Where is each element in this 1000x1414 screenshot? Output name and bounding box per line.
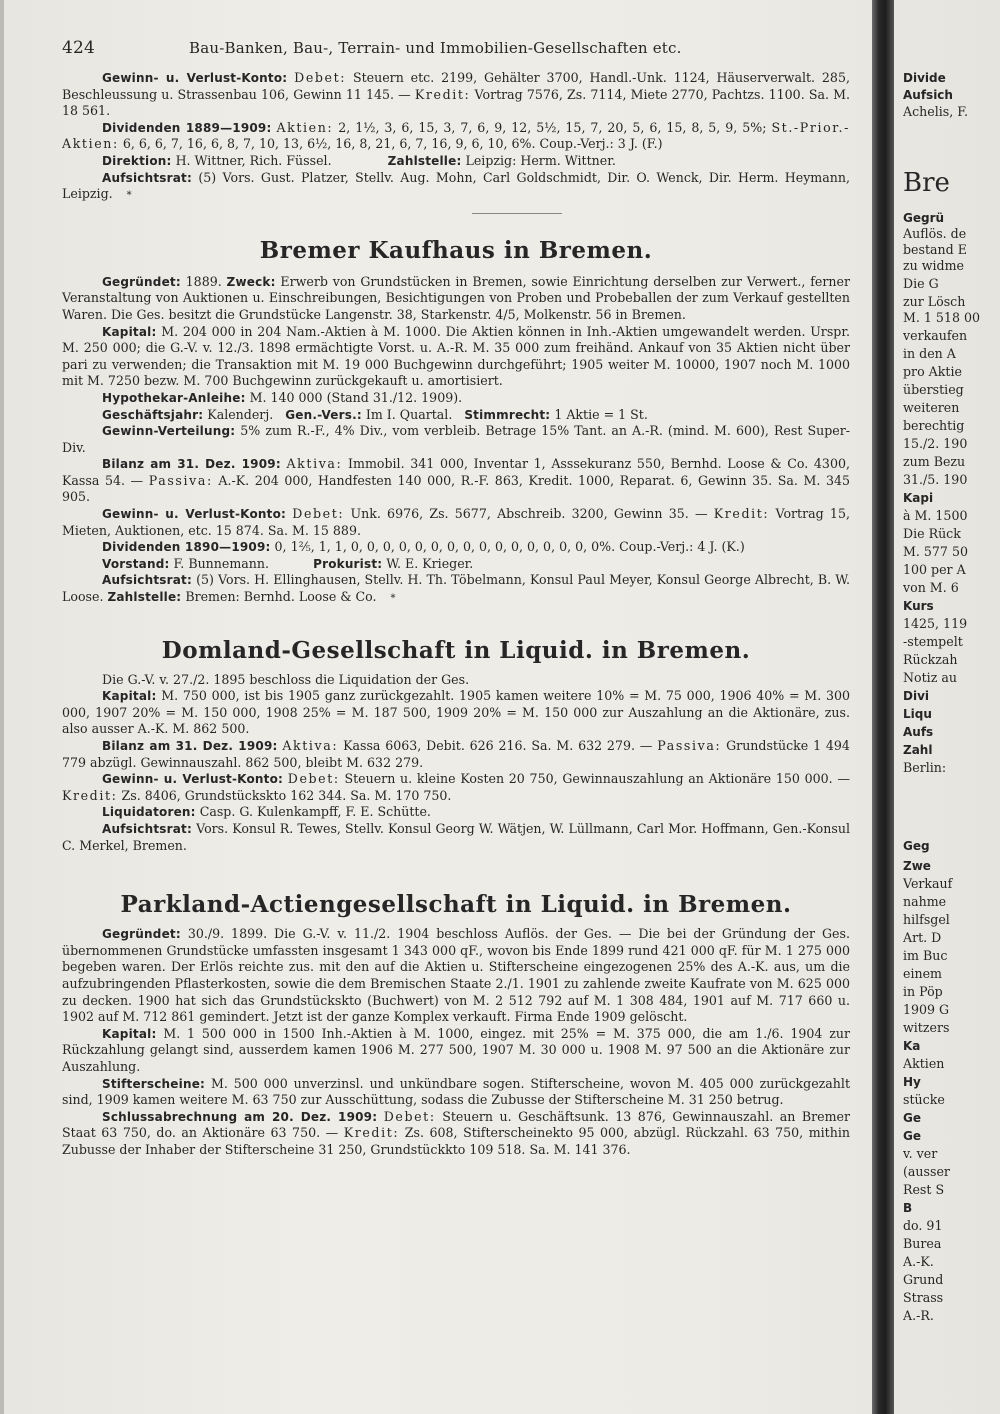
- fragment-line: verkaufen: [903, 328, 968, 343]
- vorstand-label: Vorstand:: [102, 556, 170, 571]
- fragment-line: Die Rück: [903, 526, 961, 541]
- prev-guv-paragraph: [62, 70, 850, 120]
- fragment-line: Aufsich: [903, 88, 953, 102]
- kredit-text: Vortrag 15, Mieten, Auktionen, etc. 15 874. Sa. M. 15 889.: [62, 506, 850, 538]
- fragment-line: Burea: [903, 1236, 942, 1251]
- guv-kredit-text: Vortrag 7576, Zs. 7114, Miete 2770, Pachtzs. 1100. Sa. M. 18 561.: [62, 86, 850, 119]
- fragment-line: Liqu: [903, 707, 932, 721]
- kapital-label: Kapital:: [102, 1026, 157, 1041]
- page-header: [62, 38, 852, 60]
- main-column: [62, 70, 850, 1158]
- fragment-line: Verkauf: [903, 876, 953, 891]
- company-title: Domland-Gesellschaft in Liquid. in Bremen.: [161, 636, 751, 664]
- fragment-line: stücke: [903, 1092, 945, 1107]
- kapital-paragraph: [62, 1026, 850, 1076]
- bilanz-label: Bilanz am 31. Dez. 1909:: [102, 739, 278, 753]
- liquidatoren-label: Liquidatoren:: [102, 805, 196, 820]
- fragment-line: (ausser: [903, 1164, 950, 1179]
- fragment-line: zum Bezu: [903, 454, 966, 469]
- fragment-line: Zwe: [903, 859, 931, 873]
- gegruendet-text: 1889.: [185, 273, 222, 289]
- fragment-line: Geg: [903, 839, 930, 853]
- fragment-line: Die G: [903, 276, 939, 291]
- guv-paragraph: [62, 771, 850, 804]
- section-divider: [472, 213, 562, 214]
- fragment-title: Bre: [903, 168, 950, 198]
- fragment-line: zu widme: [903, 258, 965, 273]
- running-title: Bau-Banken, Bau-, Terrain- und Immobilien-Gesellschaften etc.: [189, 39, 682, 57]
- page-edge: [0, 0, 4, 1414]
- hypothekar-text: M. 140 000 (Stand 31./12. 1909).: [249, 389, 463, 405]
- company-title: Bremer Kaufhaus in Bremen.: [259, 236, 653, 264]
- fragment-line: Art. D: [903, 930, 942, 945]
- bremer-entry: [62, 236, 850, 608]
- dividenden-text: 0, 1⅖, 1, 1, 0, 0, 0, 0, 0, 0, 0, 0, 0, 0, 0, 0, 0, 0, 0, 0%. Coup.-Verj.: 4 J. (K.): [274, 539, 745, 555]
- fragment-line: hilfsgel: [903, 912, 950, 927]
- guv-label: Gewinn- u. Verlust-Konto:: [102, 507, 287, 522]
- aktiva-text: Kassa 6063, Debit. 626 216. Sa. M. 632 279. —: [343, 738, 653, 753]
- passiva-word: Passiva:: [657, 738, 722, 753]
- fragment-line: Aktien: [903, 1056, 945, 1071]
- fragment-line: v. ver: [903, 1146, 938, 1161]
- page-number: 424: [62, 38, 96, 58]
- stifterscheine-label: Stifterscheine:: [102, 1076, 206, 1091]
- aufsichtsrat-text: (5) Vors. H. Ellinghausen, Stellv. H. Th. Töbelmann, Konsul Paul Meyer, Konsul George Albrecht, B. W. Loose.: [62, 572, 850, 605]
- prev-direktion-paragraph: [62, 153, 850, 170]
- fragment-line: Achelis, F.: [903, 104, 969, 119]
- guv-paragraph: [62, 506, 850, 539]
- fragment-line: Ge: [903, 1129, 921, 1143]
- intro-paragraph: Die G.-V. v. 27./2. 1895 beschloss die Liquidation der Ges.: [102, 671, 470, 687]
- zweck-label: Zweck:: [226, 274, 276, 289]
- bilanz-label: Bilanz am 31. Dez. 1909:: [102, 457, 281, 472]
- fragment-line: Ka: [903, 1039, 921, 1053]
- entry-end-star: *: [126, 190, 132, 202]
- gewinnverteilung-label: Gewinn-Verteilung:: [102, 424, 236, 439]
- domland-entry: [62, 636, 850, 855]
- fragment-line: Gegrü: [903, 211, 945, 225]
- zahlstelle-text: Bremen: Bernhd. Loose & Co.: [185, 589, 377, 605]
- gegruendet-text: 30./9. 1899. Die G.-V. v. 11./2. 1904 beschloss Auflös. der Ges. — Die bei der Gründung der Ges. übernommenen Grundstücke umfassten insgesamt 1 343 000 qF., wovon bis Ende 1899 rund 421 000 qF. für M. 1 275 000 begeben waren. Der Erlös reichte zus. mit den auf die Aktien u. Stifterscheine eingezogenen 25% des A.-K. aus, um die aufzubringenden Pflasterkosten, sowie die dem Bremischen Staate 2./1. 1901 zu zahlende zweite Kaufrate von M. 625 000 zu decken. 1900 hat sich das Grundstückskto (Buchwert) von M. 2 512 792 auf M. 1 308 484, 1901 auf M. 717 660 u. 1902 auf M. 712 861 gemindert. Jetzt ist der ganze Komplex verkauft. Firma Ende 1909 gelöscht.: [62, 926, 850, 1025]
- passiva-text: A.-K. 204 000, Handfesten 140 000, R.-F. 863, Kredit. 1000, Reparat. 6, Gewinn 35. Sa. M. 345 905.: [62, 472, 850, 505]
- fragment-line: Rest S: [903, 1182, 945, 1197]
- kapital-paragraph: [62, 324, 850, 390]
- kapital-text: M. 204 000 in 204 Nam.-Aktien à M. 1000. Die Aktien können in Inh.-Aktien umgewandelt werden. Urspr. M. 250 000; die G.-V. v. 12./3. 1898 ermächtigte Vorst. u. A.-R. M. 35 000 zum freihänd. Ankauf von 35 Aktien nicht über pari zu verwenden; die Transaktion mit M. 19 000 Buchgewinn durchgeführt; 1905 weiter M. 10000, 1907 noch M. 1000 mit M. 7250 bezw. M. 700 Buchgewinn zurückgekauft u. amortisiert.: [62, 323, 850, 389]
- fragment-line: 15./2. 190: [903, 436, 968, 451]
- fragment-line: Berlin:: [903, 760, 947, 775]
- liquidatoren-text: Casp. G. Kulenkampff, F. E. Schütte.: [199, 804, 431, 820]
- fragment-line: Auflös. de: [903, 226, 967, 241]
- parkland-entry: [62, 890, 850, 1158]
- fragment-line: Grund: [903, 1272, 944, 1287]
- kredit-text: Zs. 608, Stifterscheinekto 95 000, abzügl. Rückzahl. 63 750, mithin Zubusse der Inhaber der Stifterscheine 31 250, Grundstückkto 109 518. Sa. M. 141 376.: [62, 1125, 850, 1157]
- fragment-line: Zahl: [903, 743, 933, 757]
- book-gutter: [872, 0, 894, 1414]
- guv-label: Gewinn- u. Verlust-Konto:: [102, 71, 288, 85]
- fragment-line: 31./5. 190: [903, 472, 968, 487]
- hypothekar-paragraph: [62, 390, 850, 407]
- fragment-line: einem: [903, 966, 942, 981]
- fragment-line: 1909 G: [903, 1002, 950, 1017]
- debet-word: Debet:: [294, 70, 347, 85]
- fragment-line: überstieg: [903, 382, 964, 397]
- aufsichtsrat-paragraph: [62, 572, 850, 607]
- fragment-line: im Buc: [903, 948, 948, 963]
- aufsichtsrat-label: Aufsichtsrat:: [102, 821, 192, 836]
- gewinnverteilung-text: 5% zum R.-F., 4% Div., vom verbleib. Betrage 15% Tant. an A.-R. (mind. M. 600), Rest Super-Div.: [62, 423, 850, 455]
- prokurist-text: W. E. Krieger.: [386, 555, 474, 571]
- prev-dividenden-paragraph: [62, 120, 850, 153]
- passiva-text: Grundstücke 1 494 779 abzügl. Gewinnauszahl. 862 500, bleibt M. 632 279.: [62, 738, 850, 770]
- fragment-line: Ge: [903, 1111, 921, 1125]
- fragment-line: weiteren: [903, 400, 960, 415]
- fragment-line: B: [903, 1201, 913, 1215]
- gegruendet-label: Gegründet:: [102, 274, 181, 289]
- fragment-line: Kapi: [903, 491, 934, 505]
- dividenden-aktien: 2, 1½, 3, 6, 15, 3, 7, 6, 9, 12, 5½, 15, 7, 20, 5, 6, 15, 8, 5, 9, 5%;: [338, 119, 767, 135]
- vorstand-text: F. Bunnemann.: [173, 555, 270, 571]
- schlussabrechnung-label: Schlussabrechnung am 20. Dez. 1909:: [102, 1109, 378, 1124]
- direktion-label: Direktion:: [102, 153, 172, 168]
- fragment-line: Notiz au: [903, 670, 957, 685]
- liquidatoren-paragraph: [62, 804, 850, 821]
- fragment-line: A.-K.: [903, 1254, 934, 1269]
- aufsichtsrat-label: Aufsichtsrat:: [102, 170, 192, 185]
- fragment-line: pro Aktie: [903, 364, 962, 379]
- fragment-line: A.-R.: [903, 1308, 934, 1323]
- bilanz-paragraph: [62, 456, 850, 506]
- gegruendet-paragraph: [62, 926, 850, 1026]
- fragment-line: in Pöp: [903, 984, 943, 999]
- stimmrecht-label: Stimmrecht:: [464, 407, 551, 422]
- kredit-word: Kredit:: [414, 86, 471, 102]
- fragment-line: zur Lösch: [903, 294, 966, 309]
- fragment-line: Strass: [903, 1290, 944, 1305]
- zahlstelle-label: Zahlstelle:: [387, 153, 462, 168]
- prev-entry: [62, 70, 850, 205]
- fragment-line: Divi: [903, 689, 930, 703]
- aktiva-text: Immobil. 341 000, Inventar 1, Asssekuranz 550, Bernhd. Loose & Co. 4300, Kassa 54. —: [62, 456, 850, 488]
- dividenden-prior: 6, 6, 6, 7, 16, 6, 8, 7, 10, 13, 6½, 16, 8, 21, 6, 7, 16, 9, 6, 10, 6%. Coup.-Verj.: 3 J. (F.): [122, 136, 663, 152]
- prior-word: St.-Prior.-Aktien:: [62, 119, 850, 152]
- entry-end-star: *: [390, 593, 396, 605]
- facing-page-fragment: [903, 0, 1000, 1414]
- stifterscheine-paragraph: [62, 1076, 850, 1109]
- aufsichtsrat-text: (5) Vors. Gust. Platzer, Stellv. Aug. Mohn, Carl Goldschmidt, Dir. O. Wenck, Dir. Herm. Heymann, Leipzig.: [62, 169, 850, 202]
- fragment-line: witzers: [903, 1020, 950, 1035]
- hypothekar-label: Hypothekar-Anleihe:: [102, 390, 246, 405]
- dividenden-label: Dividenden 1890—1909:: [102, 540, 271, 555]
- kredit-text: Zs. 8406, Grundstückskto 162 344. Sa. M. 170 750.: [121, 787, 452, 803]
- guv-label: Gewinn- u. Verlust-Konto:: [102, 772, 284, 787]
- debet-word: Debet:: [287, 771, 340, 787]
- fragment-line: à M. 1500: [903, 508, 968, 523]
- direktion-text: H. Wittner, Rich. Füssel.: [175, 152, 332, 168]
- kapital-text: M. 1 500 000 in 1500 Inh.-Aktien à M. 1000, eingez. mit 25% = M. 375 000, die am 1./6. 1904 zur Rückzahlung gelangt sind, ausserdem kamen 1906 M. 277 500, 1907 M. 30 000 u. 1908 M. 97 500 an die Aktionäre zur Auszahlung.: [62, 1025, 850, 1074]
- kapital-paragraph: [62, 688, 850, 738]
- dividenden-label: Dividenden 1889—1909:: [102, 120, 272, 135]
- kredit-word: Kredit:: [343, 1125, 400, 1141]
- schlussabrechnung-paragraph: [62, 1109, 850, 1159]
- aktiva-word: Aktiva:: [282, 738, 339, 753]
- aktien-word: Aktien:: [276, 119, 334, 135]
- bilanz-paragraph: [62, 738, 850, 771]
- stimmrecht-text: 1 Aktie = 1 St.: [554, 406, 648, 422]
- aufsichtsrat-label: Aufsichtsrat:: [102, 573, 192, 588]
- fragment-line: do. 91: [903, 1218, 943, 1233]
- kapital-text: M. 750 000, ist bis 1905 ganz zurückgezahlt. 1905 kamen weitere 10% = M. 75 000, 1906 40% = M. 300 000, 1907 20% = M. 150 000, 1908 25% = M. 187 500, 1909 20% = M. 150 000 zur Auszahlung an die Aktionäre, zus. also ausser A.-K. M. 862 500.: [62, 688, 850, 737]
- fragment-line: Kurs: [903, 599, 934, 613]
- gewinnverteilung-paragraph: [62, 423, 850, 456]
- fragment-line: 100 per A: [903, 562, 966, 577]
- kredit-word: Kredit:: [713, 506, 770, 522]
- vorstand-paragraph: [62, 556, 850, 573]
- fragment-line: in den A: [903, 346, 956, 361]
- fragment-line: nahme: [903, 894, 947, 909]
- geschaeftsjahr-text: Kalenderj.: [207, 406, 274, 422]
- gegruendet-label: Gegründet:: [102, 927, 181, 942]
- debet-text: Steuern u. kleine Kosten 20 750, Gewinnauszahlung an Aktionäre 150 000. —: [344, 771, 850, 787]
- passiva-word: Passiva:: [148, 472, 213, 488]
- prokurist-label: Prokurist:: [313, 556, 383, 571]
- debet-word: Debet:: [383, 1108, 436, 1124]
- fragment-line: M. 1 518 00: [903, 310, 980, 325]
- debet-word: Debet:: [292, 506, 345, 522]
- zahlstelle-text: Leipzig: Herm. Wittner.: [465, 152, 616, 168]
- stifterscheine-text: M. 500 000 unverzinsl. und unkündbare sogen. Stifterscheine, wovon M. 405 000 zurückgezahlt sind, 1909 kamen weitere M. 63 750 zur Ausschüttung, sodass die Zubusse der Stifterscheine M. 31 250 betrug.: [62, 1075, 851, 1108]
- fragment-line: 1425, 119: [903, 616, 968, 631]
- fragment-line: berechtig: [903, 418, 965, 433]
- kapital-label: Kapital:: [102, 324, 157, 339]
- debet-text: Steuern u. Geschäftsunk. 13 876, Gewinnauszahl. an Bremer Staat 63 750, do. an Aktionäre 63 750. —: [62, 1108, 850, 1141]
- kredit-word: Kredit:: [62, 787, 118, 803]
- debet-text: Unk. 6976, Zs. 5677, Abschreib. 3200, Gewinn 35. —: [350, 506, 708, 522]
- company-title: Parkland-Actiengesellschaft in Liquid. in Bremen.: [120, 891, 792, 919]
- prev-aufsichtsrat-paragraph: [62, 170, 850, 205]
- aktiva-word: Aktiva:: [286, 456, 343, 472]
- fragment-line: Divide: [903, 71, 946, 85]
- aufsichtsrat-paragraph: [62, 821, 850, 854]
- guv-debet-text: Steuern etc. 2199, Gehälter 3700, Handl.-Unk. 1124, Häuserverwalt. 285, Beschleussung u. Strassenbau 106, Gewinn 11 145. —: [62, 70, 850, 102]
- fragment-line: Rückzah: [903, 652, 958, 667]
- gen-vers-text: Im I. Quartal.: [365, 406, 453, 422]
- dividenden-paragraph: [62, 539, 850, 556]
- fragment-line: -stempelt: [903, 634, 963, 649]
- fragment-line: Aufs: [903, 725, 934, 739]
- geschaeftsjahr-paragraph: [62, 407, 850, 424]
- kapital-label: Kapital:: [102, 689, 157, 704]
- zweck-text: Erwerb von Grundstücken in Bremen, sowie Einrichtung derselben zur Verwert., ferner Veranstaltung von Auktionen u. Einschreibungen, Besichtigungen von Proben und Probeballen der zum Verkauf gestellten Waren. Die Ges. besitzt die Grundstücke Langenstr. 38, Starkenstr. 4/5, Molkenstr. 56 in Bremen.: [62, 273, 850, 322]
- fragment-line: Hy: [903, 1075, 921, 1089]
- aufsichtsrat-text: Vors. Konsul R. Tewes, Stellv. Konsul Georg W. Wätjen, W. Lüllmann, Carl Mor. Hoffmann, Gen.-Konsul C. Merkel, Bremen.: [62, 820, 850, 853]
- geschaeftsjahr-label: Geschäftsjahr:: [102, 407, 204, 422]
- fragment-line: M. 577 50: [903, 544, 968, 559]
- fragment-line: von M. 6: [903, 580, 959, 595]
- gegruendet-paragraph: [62, 274, 850, 324]
- zahlstelle-label: Zahlstelle:: [107, 590, 182, 605]
- fragment-line: bestand E: [903, 242, 967, 257]
- gen-vers-label: Gen.-Vers.:: [285, 407, 362, 422]
